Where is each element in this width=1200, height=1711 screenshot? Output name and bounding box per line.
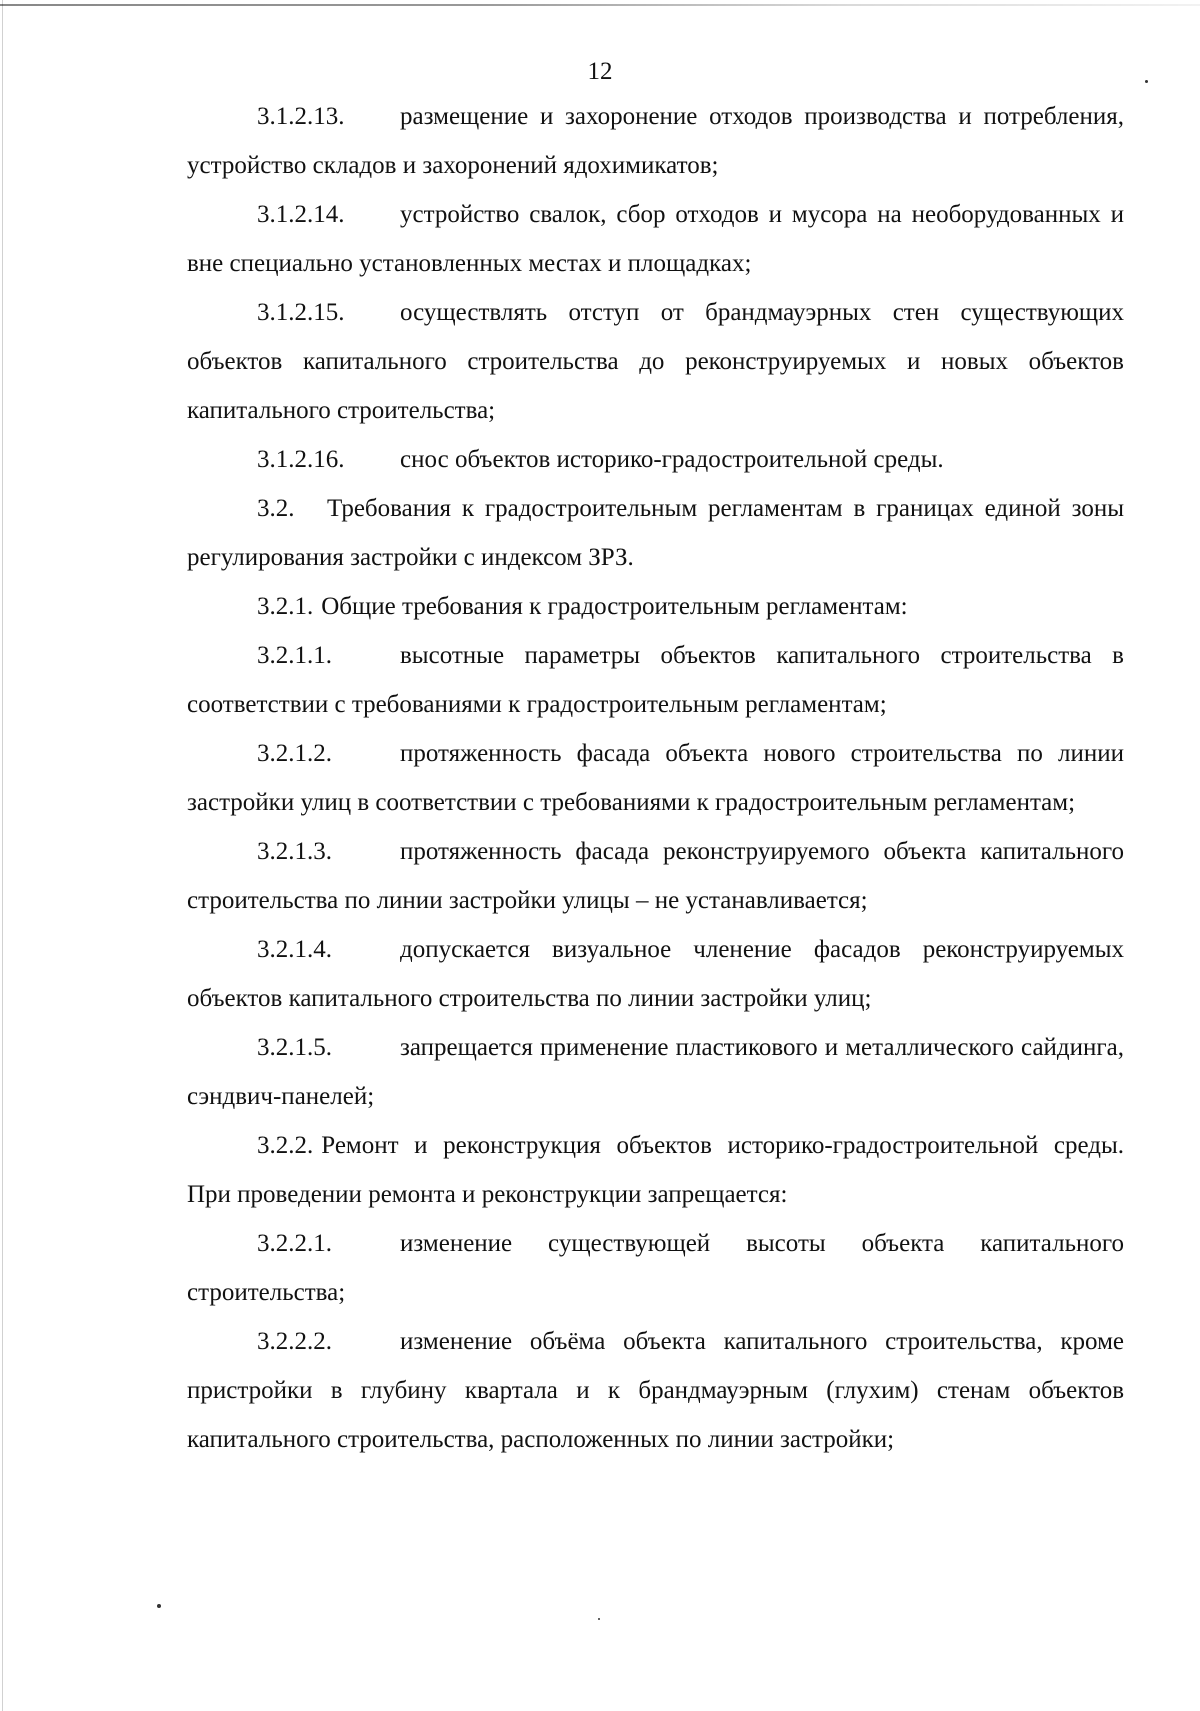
clause-number: 3.2.1.1. [257, 642, 332, 669]
paragraph-3-2 [187, 484, 1124, 582]
paragraph-3-2-2 [187, 1121, 1124, 1219]
clause-number: 3.2.1.4. [257, 936, 332, 963]
clause-number: 3.2.2.2. [257, 1328, 332, 1355]
clause-number: 3.2. [257, 495, 295, 522]
clause-text: Требования к градостроительным регламентам в границах единой зоны регулирования застройки с индексом ЗРЗ. [187, 495, 1124, 571]
clause-text: допускается визуальное членение фасадов реконструируемых объектов капитального строительства по линии застройки улиц; [187, 936, 1124, 1012]
paragraph-3-2-1-3 [187, 827, 1124, 925]
page-left-edge [2, 0, 3, 1711]
paragraph-3-1-2-13 [187, 92, 1124, 190]
paragraph-3-1-2-14 [187, 190, 1124, 288]
clause-text: Ремонт и реконструкция объектов историко-градостроительной среды. При проведении ремонта и реконструкции запрещается: [187, 1132, 1124, 1208]
clause-number: 3.1.2.14. [257, 201, 345, 228]
paragraph-3-2-2-2 [187, 1317, 1124, 1464]
clause-text: изменение существующей высоты объекта капитального строительства; [187, 1230, 1124, 1306]
clause-number: 3.2.1.3. [257, 838, 332, 865]
clause-text: изменение объёма объекта капитального строительства, кроме пристройки в глубину квартала и к брандмауэрным (глухим) стенам объектов капитального строительства, расположенных по линии застройки; [187, 1328, 1124, 1453]
scan-speck [598, 1618, 600, 1620]
clause-text: высотные параметры объектов капитального строительства в соответствии с требованиями к градостроительным регламентам; [187, 642, 1124, 718]
scan-speck [1145, 80, 1148, 83]
scan-speck [157, 1604, 161, 1608]
clause-number: 3.2.1.5. [257, 1034, 332, 1061]
clause-number: 3.1.2.16. [257, 446, 345, 473]
paragraph-3-1-2-15 [187, 288, 1124, 435]
clause-text: протяженность фасада реконструируемого объекта капитального строительства по линии застройки улицы – не устанавливается; [187, 838, 1124, 914]
clause-text: устройство свалок, сбор отходов и мусора на необорудованных и вне специально установленных местах и площадках; [187, 201, 1124, 277]
clause-number: 3.2.2.1. [257, 1230, 332, 1257]
clause-number: 3.1.2.13. [257, 103, 345, 130]
clause-text: Общие требования к градостроительным регламентам: [321, 593, 908, 620]
paragraph-3-2-1-5 [187, 1023, 1124, 1121]
clause-text: размещение и захоронение отходов производства и потребления, устройство складов и захоронений ядохимикатов; [187, 103, 1124, 179]
paragraph-3-2-1-2 [187, 729, 1124, 827]
paragraph-3-2-1-1 [187, 631, 1124, 729]
clause-text: запрещается применение пластикового и металлического сайдинга, сэндвич-панелей; [187, 1034, 1124, 1110]
paragraph-3-2-1-4 [187, 925, 1124, 1023]
clause-number: 3.2.2. [257, 1132, 314, 1159]
page-top-edge [0, 4, 1200, 6]
paragraph-3-2-2-1 [187, 1219, 1124, 1317]
clause-text: осуществлять отступ от брандмауэрных стен существующих объектов капитального строительства до реконструируемых и новых объектов капитального строительства; [187, 299, 1124, 424]
clause-number: 3.2.1.2. [257, 740, 332, 767]
page-number: 12 [587, 58, 613, 85]
clause-number: 3.2.1. [257, 593, 314, 620]
clause-text: протяженность фасада объекта нового строительства по линии застройки улиц в соответствии с требованиями к градостроительным регламентам; [187, 740, 1124, 816]
document-body [187, 92, 1124, 1464]
clause-text: снос объектов историко-градостроительной среды. [400, 446, 944, 473]
paragraph-3-2-1 [187, 582, 1124, 631]
paragraph-3-1-2-16 [187, 435, 1124, 484]
clause-number: 3.1.2.15. [257, 299, 345, 326]
